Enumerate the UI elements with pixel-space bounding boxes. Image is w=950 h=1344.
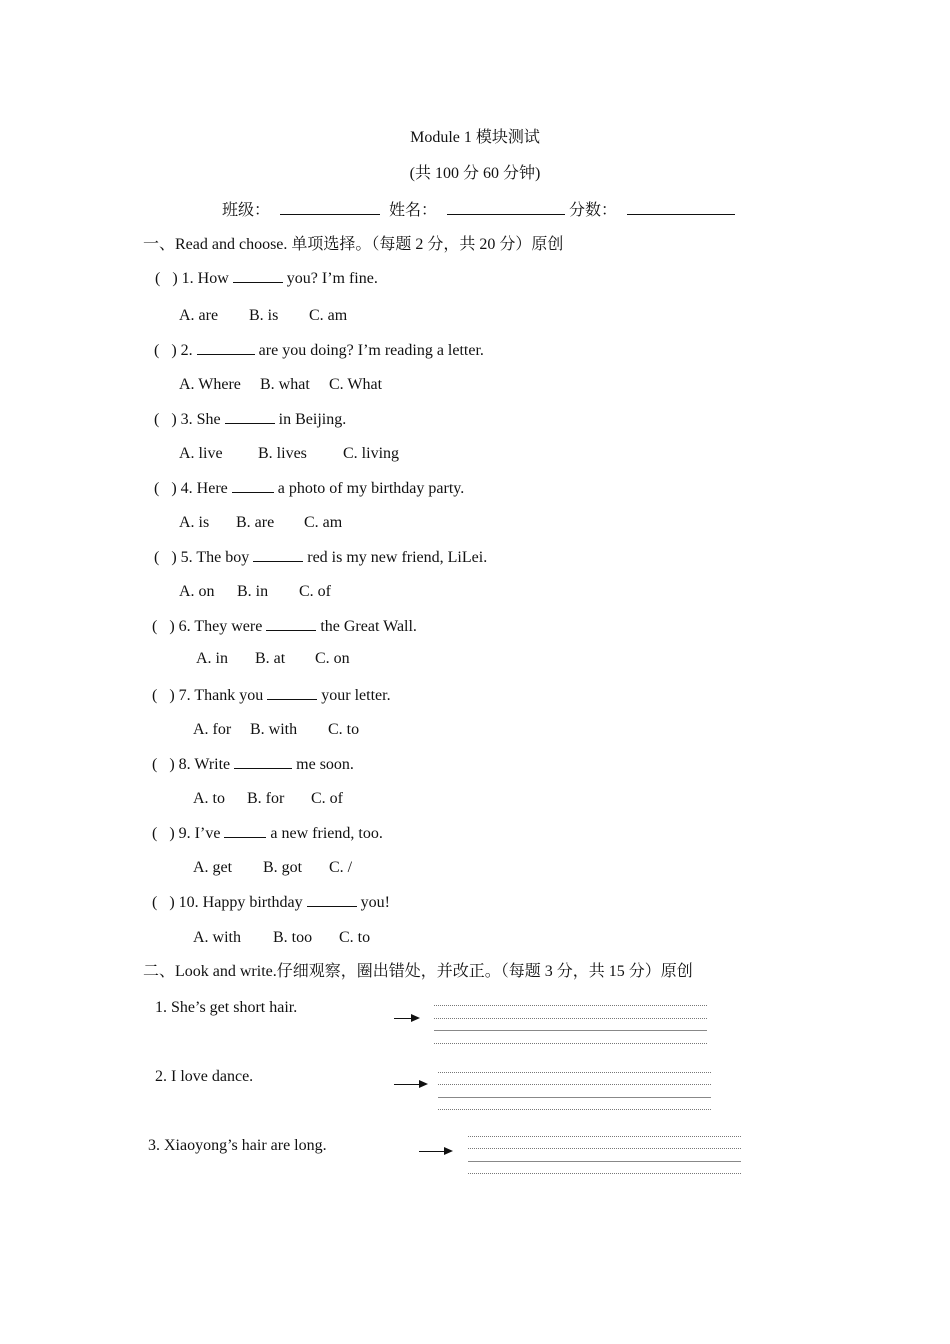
question-blank — [224, 823, 266, 838]
option-b[interactable]: B. for — [247, 790, 285, 807]
question-blank — [234, 754, 292, 769]
question-blank — [253, 547, 303, 562]
options-1 — [179, 306, 347, 326]
class-field — [222, 200, 380, 221]
question-blank — [307, 892, 357, 907]
option-c[interactable]: C. to — [328, 721, 360, 738]
options-8 — [193, 789, 343, 809]
option-a[interactable]: A. for — [193, 721, 232, 738]
class-blank[interactable] — [280, 200, 380, 215]
arrow-icon — [419, 1146, 453, 1156]
question-blank — [197, 340, 255, 355]
name-blank[interactable] — [447, 200, 565, 215]
option-a[interactable]: A. live — [179, 445, 223, 462]
options-9 — [193, 858, 352, 878]
options-3 — [179, 444, 399, 464]
name-label: 姓名： — [389, 202, 438, 219]
option-b[interactable]: B. too — [273, 929, 313, 946]
question-blank — [233, 268, 283, 283]
option-b[interactable]: B. got — [263, 859, 303, 876]
question-blank — [232, 478, 274, 493]
option-c[interactable]: C. / — [329, 859, 353, 876]
option-a[interactable]: A. Where — [179, 376, 241, 393]
option-a[interactable]: A. to — [193, 790, 225, 807]
options-2 — [179, 375, 382, 395]
option-c[interactable]: C. to — [339, 929, 371, 946]
answer-lines-2[interactable] — [438, 1072, 711, 1112]
options-4 — [179, 513, 342, 533]
option-a[interactable]: A. get — [193, 859, 233, 876]
option-a[interactable]: A. with — [193, 929, 241, 946]
option-c[interactable]: C. living — [343, 445, 400, 462]
answer-lines-1[interactable] — [434, 1005, 707, 1045]
score-label: 分数： — [569, 202, 618, 219]
correction-item-2: 2. I love dance. — [155, 1068, 254, 1085]
page-subtitle: (共 100 分 60 分钟) — [409, 165, 541, 182]
option-a[interactable]: A. are — [179, 307, 219, 324]
option-b[interactable]: B. is — [249, 307, 279, 324]
score-field — [569, 200, 735, 221]
option-c[interactable]: C. am — [304, 514, 343, 531]
option-b[interactable]: B. are — [236, 514, 275, 531]
options-7 — [193, 720, 359, 740]
section-1-heading: 一、Read and choose. 单项选择。（每题 2 分，共 20 分）原创 — [143, 236, 564, 253]
options-5 — [179, 582, 331, 602]
option-c[interactable]: C. of — [299, 583, 331, 600]
option-b[interactable]: B. lives — [258, 445, 307, 462]
option-a[interactable]: A. on — [179, 583, 215, 600]
option-c[interactable]: C. of — [311, 790, 343, 807]
option-c[interactable]: C. What — [329, 376, 383, 393]
section-2-heading: 二、Look and write.仔细观察，圈出错处，并改正。（每题 3 分，共 15 分）原创 — [143, 963, 693, 980]
option-b[interactable]: B. at — [255, 650, 286, 667]
option-b[interactable]: B. what — [260, 376, 310, 393]
question-9: ( ) 9. I’ve a new friend, too. — [152, 825, 383, 842]
option-c[interactable]: C. on — [315, 650, 350, 667]
answer-lines-3[interactable] — [468, 1136, 741, 1176]
answer-paren-open: ( — [155, 270, 161, 287]
question-6: ( ) 6. They were the Great Wall. — [152, 618, 417, 635]
question-blank — [225, 409, 275, 424]
question-blank — [266, 616, 316, 631]
correction-item-3: 3. Xiaoyong’s hair are long. — [148, 1137, 327, 1154]
question-4: ( ) 4. Here a photo of my birthday party. — [154, 480, 465, 497]
correction-item-1: 1. She’s get short hair. — [155, 999, 298, 1016]
option-c[interactable]: C. am — [309, 307, 348, 324]
option-a[interactable]: A. in — [196, 650, 228, 667]
question-10: ( ) 10. Happy birthday you! — [152, 894, 390, 911]
question-1: ( ) 1. How you? I’m fine. — [155, 270, 378, 287]
score-blank[interactable] — [627, 200, 735, 215]
option-b[interactable]: B. in — [237, 583, 269, 600]
arrow-icon — [394, 1079, 428, 1089]
question-5: ( ) 5. The boy red is my new friend, LiLei. — [154, 549, 488, 566]
question-3: ( ) 3. She in Beijing. — [154, 411, 347, 428]
options-6 — [196, 649, 350, 669]
option-a[interactable]: A. is — [179, 514, 210, 531]
arrow-icon — [394, 1013, 420, 1023]
name-field — [389, 200, 565, 221]
question-7: ( ) 7. Thank you your letter. — [152, 687, 391, 704]
question-8: ( ) 8. Write me soon. — [152, 756, 354, 773]
class-label: 班级： — [222, 202, 271, 219]
options-10 — [193, 928, 370, 948]
option-b[interactable]: B. with — [250, 721, 298, 738]
page-title: Module 1 模块测试 — [410, 129, 540, 146]
question-blank — [267, 685, 317, 700]
question-2: ( ) 2. are you doing? I’m reading a letter. — [154, 342, 484, 359]
